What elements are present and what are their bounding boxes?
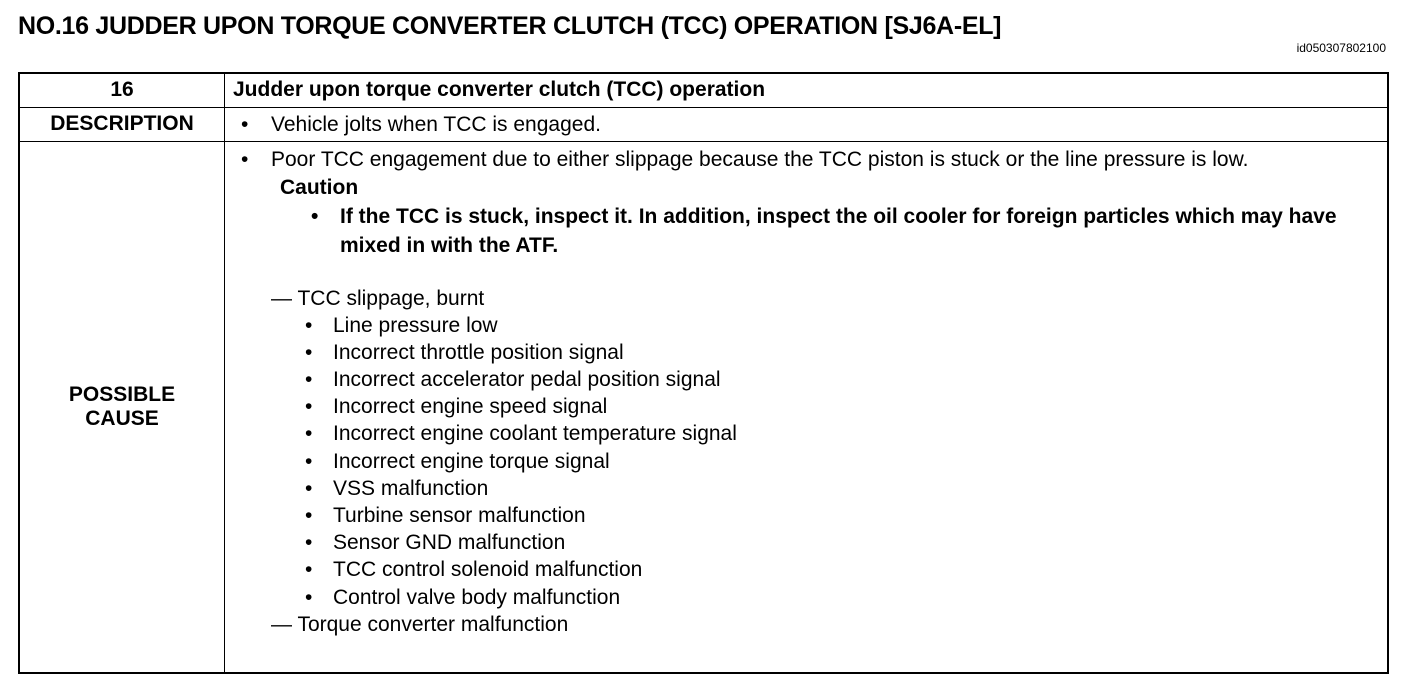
symptom-table — [18, 72, 1389, 674]
caution-text: If the TCC is stuck, inspect it. In addition, inspect the oil cooler for foreign particles which may have mixed in with the ATF. — [340, 204, 1337, 257]
bullet-icon: • — [305, 422, 313, 446]
bullet-icon: • — [305, 585, 313, 609]
description-row — [19, 107, 1388, 141]
table-header-row — [19, 73, 1388, 107]
bullet-icon: • — [305, 367, 313, 391]
bullet-icon: • — [241, 147, 249, 171]
bullet-icon: • — [305, 503, 313, 527]
group-title-tcc-slippage: — TCC slippage, burnt — [271, 286, 485, 310]
list-item: • Incorrect engine coolant temperature signal — [225, 420, 1387, 447]
bullet-icon: • — [305, 313, 313, 337]
cause-main-text: Poor TCC engagement due to either slippage because the TCC piston is stuck or the line pressure is low. — [271, 147, 1249, 171]
possible-cause-label-line1: POSSIBLE — [68, 382, 176, 406]
list-item: • Sensor GND malfunction — [225, 529, 1387, 556]
cause-main-item — [225, 146, 1387, 173]
tcc-slippage-cause-list — [225, 312, 1387, 611]
list-item: • Line pressure low — [225, 312, 1387, 339]
list-item: • Incorrect engine speed signal — [225, 393, 1387, 420]
document-id: id050307802100 — [1296, 41, 1386, 55]
description-cell — [225, 107, 1389, 141]
bullet-icon: • — [305, 476, 313, 500]
bullet-icon: • — [305, 340, 313, 364]
possible-cause-row — [19, 141, 1388, 673]
description-label: DESCRIPTION — [19, 107, 225, 141]
list-item: • Incorrect engine torque signal — [225, 448, 1387, 475]
list-item: • TCC control solenoid malfunction — [225, 556, 1387, 583]
list-item: • Incorrect throttle position signal — [225, 339, 1387, 366]
bullet-icon: • — [305, 531, 313, 555]
description-text: Vehicle jolts when TCC is engaged. — [271, 112, 601, 136]
list-item: • Control valve body malfunction — [225, 584, 1387, 611]
list-item: • VSS malfunction — [225, 475, 1387, 502]
caution-title: Caution — [280, 175, 359, 199]
list-item: • Incorrect accelerator pedal position signal — [225, 366, 1387, 393]
caution-item — [225, 202, 1387, 260]
possible-cause-label — [19, 141, 225, 673]
description-item — [225, 111, 1387, 138]
possible-cause-cell — [225, 141, 1389, 673]
bullet-icon: • — [305, 395, 313, 419]
possible-cause-label-line2: CAUSE — [85, 406, 159, 430]
bullet-icon: • — [305, 558, 313, 582]
list-item: • Turbine sensor malfunction — [225, 502, 1387, 529]
bullet-icon: • — [311, 204, 319, 228]
symptom-number: 16 — [19, 73, 225, 107]
symptom-heading: Judder upon torque converter clutch (TCC) operation — [225, 73, 1389, 107]
bullet-icon: • — [305, 449, 313, 473]
group-title-torque-converter: — Torque converter malfunction — [271, 612, 569, 636]
page-title: NO.16 JUDDER UPON TORQUE CONVERTER CLUTCH (TCC) OPERATION [SJ6A-EL] — [18, 12, 1002, 40]
bullet-icon: • — [241, 112, 249, 136]
